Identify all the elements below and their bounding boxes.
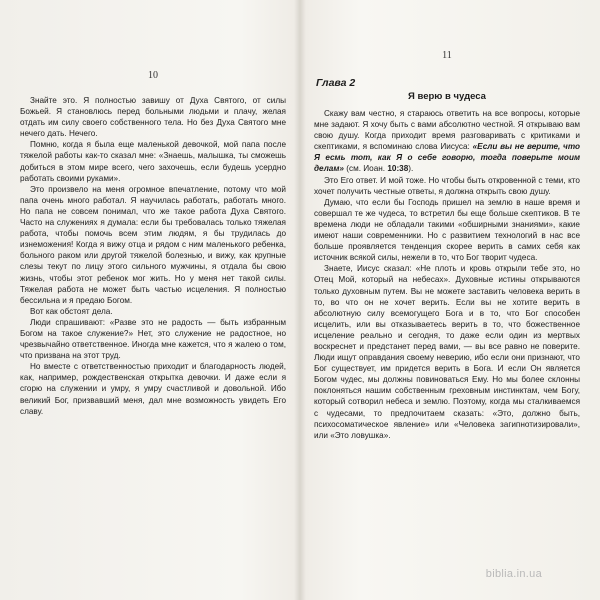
paragraph: Знайте это. Я полностью завишу от Духа Святого, от силы Божьей. Я становлюсь перед больными людьми и плачу, желая отдать им силу своего собственного тела. Но без Духа Святого мне нечего дать. Нечего. [20, 96, 286, 139]
paragraph [314, 108, 580, 175]
chapter-label: Глава 2 [316, 77, 356, 89]
page-number: 11 [442, 50, 452, 61]
scripture-quote: «Если вы не верите, что Я есмь тот, как Я о себе говорю, тогда поверьте моим делам» [314, 142, 581, 174]
paragraph: Помню, когда я была еще маленькой девочкой, мой папа после тяжелой работы как-то сказал мне: «Знаешь, малышка, ты сможешь добиться в этом мире всего, чего захочешь, если будешь усердно работать своими руками». [20, 140, 286, 183]
chapter-title: Я верю в чудеса [408, 91, 486, 102]
paragraph: Вот как обстоят дела. [30, 306, 113, 316]
watermark: biblia.in.ua [485, 568, 542, 580]
paragraph: Это произвело на меня огромное впечатление, потому что мой папа очень много работал. Я научилась работать, работать много. Но папа не совсем понимал, что же такое работа Духа Святого. Часто на служениях я думала: если бы требовалась только тяжелая работа, чтобы помочь всем этим людям, я бы трудилась до изнеможения! Когда я вижу отца и рядом с ним маленького ребенка, больного раком или другой тяжелой болезнью, и вижу, как крупные слезы текут по лицу этого сильного мужчины, я отдала бы свою жизнь, чтобы этот ребенок мог жить. Но у меня нет такой силы. Тяжелая работа не может быть частью исцеления. Я полностью бессильна и я предаю Богом. [20, 184, 286, 305]
scripture-ref: 10:38 [387, 164, 409, 174]
page-number: 10 [148, 70, 158, 81]
paragraph: Люди спрашивают: «Разве это не радость — быть избранным Богом на такое служение?» Нет, это служение не радостное, но чрезвычайно ответственное. Иногда мне кажется, что я жалею о том, что призвана на этот труд. [20, 317, 286, 361]
scripture-ref-suffix: ). [408, 164, 414, 174]
paragraph: Знаете, Иисус сказал: «Не плоть и кровь открыли тебе это, но Отец Мой, который на небесах». Духовные истины открываются только духовным путем. Вы не можете заставить человека верить в то, во что он не хочет верить. Если вы не хотите верить в абсолютную силу всемогущего Бога и в то, что Бог способен исцелить, или вы отказываетесь верить в то, что божественное исцеление реально и сегодня, то даже если один из мертвых воскреснет и предстанет перед вами, — вы все равно не поверите. Люди ищут оправдания своему неверию, ибо если они признают, что Бог существует, им придется верить в Бога. И если Он является Богом чудес, мы должны повиноваться Ему. Но мы более склонны поклоняться нашим собственным греховным инстинктам, чем Богу, который сотворил небеса и землю. Поэтому, когда мы сталкиваемся с чудесами, то предпочитаем сказать: «Это, должно быть, психосоматическое явление» или «Человека загипнотизировали», или «Это ловушка». [314, 264, 580, 440]
paragraph: Но вместе с ответственностью приходит и благодарность людей, как, например, рождественская открытка девочки. И даже если я сгорю на служении и умру, я умру счастливой и довольной. Ибо великий Бог, призвавший меня, дал мне возможность увидеть Его славу. [20, 362, 286, 416]
scripture-ref-prefix: (см. Иоан. [346, 164, 386, 174]
paragraph-text: Скажу вам честно, я стараюсь ответить на все вопросы, которые мне задают. Я хочу быть с вами абсолютно честной. Я открываю вам свою душу. Когда приходит время разговаривать с критиками и скептиками, я вспоминаю слова Иисуса: [314, 109, 580, 152]
right-page [300, 0, 600, 600]
paragraph: Это Его ответ. И мой тоже. Но чтобы быть откровенной с теми, кто хочет получить честные ответы, я должна открыть свою душу. [314, 175, 580, 196]
paragraph: Думаю, что если бы Господь пришел на землю в наше время и совершал те же чудеса, то встретил бы еще больше скептиков. В те времена люди не обладали такими «обширными знаниями», какие имеют наши современники. Но с развитием технологий в нас все больше проявляется тенденция скорее верить в самих себя как источник всякой силы, нежели в то, что Бог творит чудеса. [314, 197, 580, 263]
